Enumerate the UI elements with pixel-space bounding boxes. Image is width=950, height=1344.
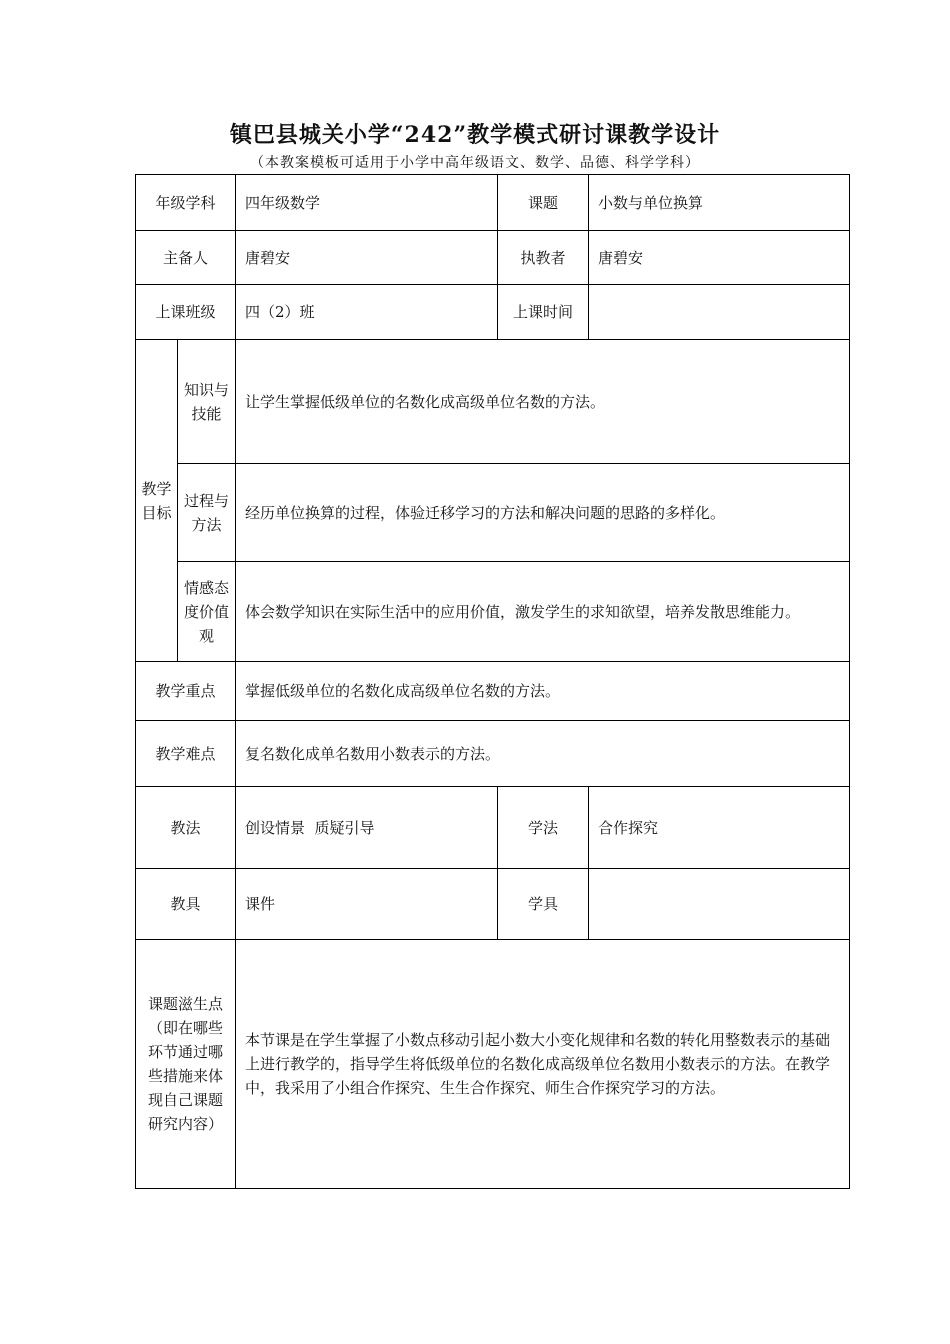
table-row: [136, 464, 850, 562]
goal-process-label: 过程与方法: [178, 464, 236, 562]
table-row: [136, 562, 850, 662]
topic-label: 课题: [498, 175, 589, 231]
preparer-value: 唐碧安: [236, 231, 498, 285]
goal-attitude-value: 体会数学知识在实际生活中的应用价值，激发学生的求知欲望，培养发散思维能力。: [236, 562, 850, 662]
table-row: [136, 940, 850, 1189]
goal-knowledge-label: 知识与技能: [178, 340, 236, 464]
table-row: [136, 787, 850, 869]
study-method-value: 合作探究: [589, 787, 850, 869]
student-tools-label: 学具: [498, 869, 589, 940]
table-row: [136, 175, 850, 231]
table-row: [136, 285, 850, 340]
student-tools-value: [589, 869, 850, 940]
time-label: 上课时间: [498, 285, 589, 340]
difficulty-label: 教学难点: [136, 721, 236, 787]
class-label: 上课班级: [136, 285, 236, 340]
teaching-method-label: 教法: [136, 787, 236, 869]
time-value: [589, 285, 850, 340]
teaching-tools-label: 教具: [136, 869, 236, 940]
table-row: [136, 231, 850, 285]
class-value: 四（2）班: [236, 285, 498, 340]
teaching-goals-label: 教学目标: [136, 340, 178, 662]
teacher-value: 唐碧安: [589, 231, 850, 285]
key-point-label: 教学重点: [136, 662, 236, 721]
goal-knowledge-value: 让学生掌握低级单位的名数化成高级单位名数的方法。: [236, 340, 850, 464]
teaching-method-value: 创设情景 质疑引导: [236, 787, 498, 869]
study-method-label: 学法: [498, 787, 589, 869]
teaching-tools-value: 课件: [236, 869, 498, 940]
document-subtitle: （本教案模板可适用于小学中高年级语文、数学、品德、科学学科）: [250, 155, 700, 171]
goal-process-value: 经历单位换算的过程，体验迁移学习的方法和解决问题的思路的多样化。: [236, 464, 850, 562]
goal-attitude-label: 情感态度价值观: [178, 562, 236, 662]
grade-value: 四年级数学: [236, 175, 498, 231]
table-row: [136, 662, 850, 721]
key-point-value: 掌握低级单位的名数化成高级单位名数的方法。: [236, 662, 850, 721]
lesson-plan-table: [135, 174, 850, 1189]
grade-label: 年级学科: [136, 175, 236, 231]
preparer-label: 主备人: [136, 231, 236, 285]
table-row: [136, 721, 850, 787]
teacher-label: 执教者: [498, 231, 589, 285]
research-point-label: 课题滋生点（即在哪些环节通过哪些措施来体现自己课题研究内容）: [136, 940, 236, 1189]
table-row: [136, 869, 850, 940]
research-point-value: 本节课是在学生掌握了小数点移动引起小数大小变化规律和名数的转化用整数表示的基础上进行教学的，指导学生将低级单位的名数化成高级单位名数用小数表示的方法。在教学中，我采用了小组合作探究、生生合作探究、师生合作探究学习的方法。: [236, 940, 850, 1189]
table-row: [136, 340, 850, 464]
difficulty-value: 复名数化成单名数用小数表示的方法。: [236, 721, 850, 787]
document-title: 镇巴县城关小学“242”教学模式研讨课教学设计: [229, 122, 721, 148]
topic-value: 小数与单位换算: [589, 175, 850, 231]
